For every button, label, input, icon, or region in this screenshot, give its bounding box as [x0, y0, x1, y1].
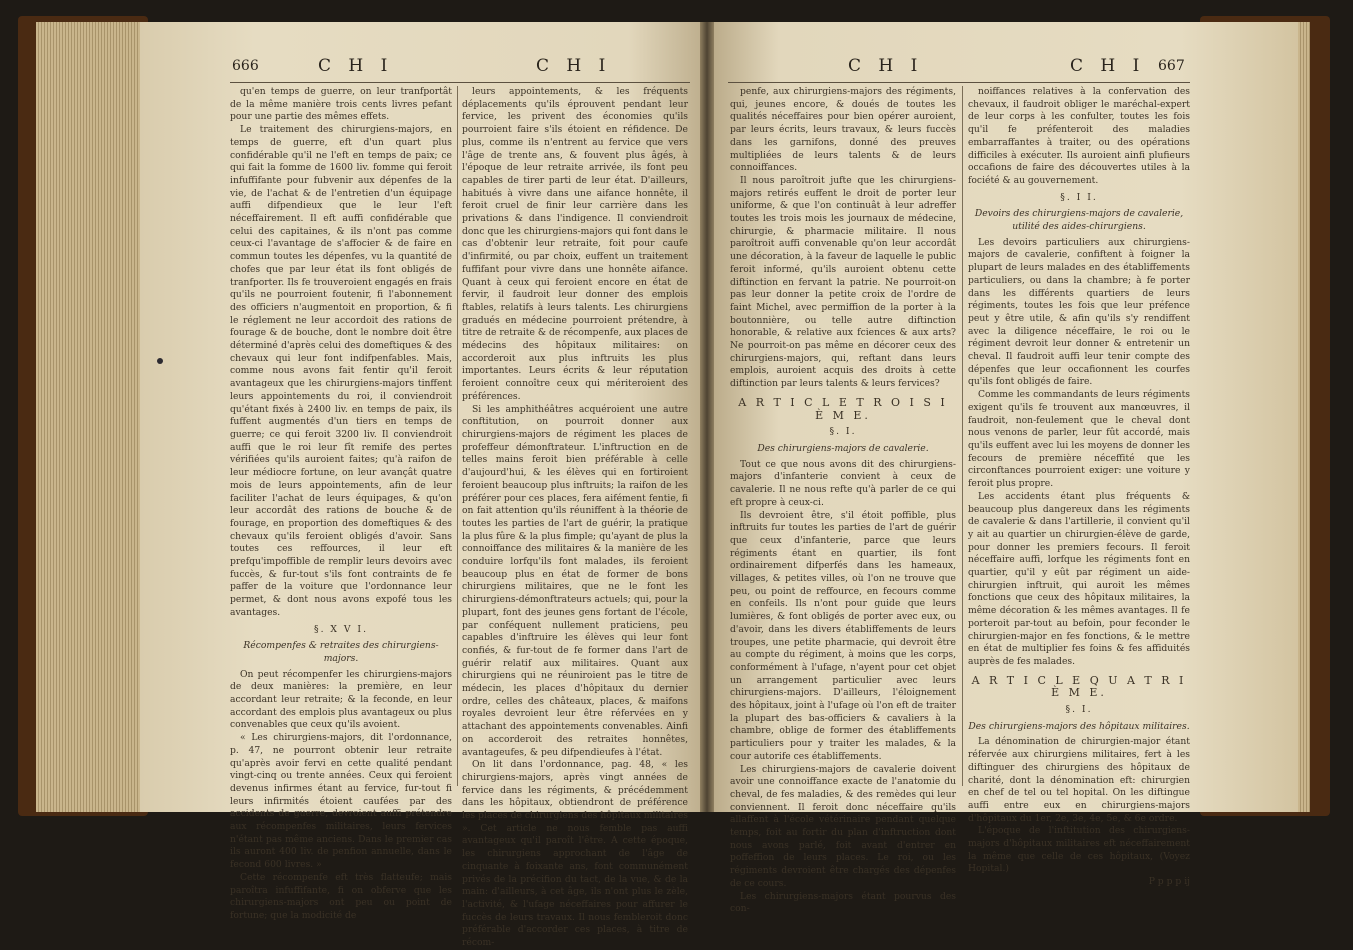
- paragraph: qu'en temps de guerre, on leur tranfportât de la même manière trois cents livres pefant pour une partie des mêmes effets.: [230, 86, 452, 123]
- left-column-divider: [457, 86, 458, 786]
- article-heading: A R T I C L E T R O I S I È M E.: [738, 395, 948, 422]
- paragraph: Comme les commandants de leurs régiments exigent qu'ils fe trouvent aux manœuvres, il faudroit, non-feulement que le cheval dont nous venons de parler, leur fût accordé, mais qu'ils euffent avec lui les moyens de donner les fecours de première néceffité que les circonftances pourroient exiger: une voiture y feroit plus propre.: [968, 389, 1190, 490]
- paragraph: On peut récompenfer les chirurgiens-majors de deux manières: la première, en leur accordant leur retraite; & la feconde, en leur accordant des emplois plus avantageux ou plus convenables que ceux qu'ils avoient.: [230, 668, 452, 731]
- page-edges-left: [36, 22, 156, 812]
- paragraph: noiffances relatives à la confervation des chevaux, il faudroit obliger le maréchal-expert de leur corps à les confulter, toutes les fois qu'il fe préfenteroit des maladies embarraffantes à traiter, ou des opérations difficiles à exécuter. Ils auroient ainfi plufieurs occafions de faire des découvertes utiles à la fociété & au gouvernement.: [968, 86, 1190, 186]
- left-header-rule: [230, 82, 690, 83]
- right-running-head-2: C H I: [1070, 56, 1146, 76]
- right-column-1: [730, 86, 956, 915]
- binding-hole-mark: [157, 358, 163, 364]
- section-heading: §. I I.: [1060, 191, 1098, 203]
- right-column-2: [968, 86, 1190, 888]
- article-heading: A R T I C L E Q U A T R I È M E.: [971, 673, 1187, 700]
- paragraph: Ils devroient être, s'il étoit poffible, plus inftruits fur toutes les parties de l'art de guérir que ceux d'infanterie, parce que leurs régiments étant en quartier, ils font ordinairement difperfés dans les hameaux, villages, & petites villes, où l'on ne trouve que peu, ou point de reffource, en fecours comme en confeils. Ils n'ont pour guide que leurs lumières, & font obligés de porter avec eux, ou d'avoir, dans les divers établiffements de leurs troupes, une petite pharmacie, qui devroit être au compte du régiment, à moins que les corps, conformément à l'ufage, n'ayent pour cet objet un arrangement particulier avec leurs chirurgiens-majors. D'ailleurs, l'éloignement des hôpitaux, joint à l'ufage où l'on eft de traiter la plupart des bas-officiers & cavaliers à la chambre, oblige de former des établiffements particuliers pour y traiter les malades, & la cour autorife ces établiffements.: [730, 509, 956, 762]
- paragraph: Les chirurgiens-majors de cavalerie doivent avoir une connoiffance exacte de l'anatomie du cheval, de fes maladies, & des remèdes qui leur conviennent. Il feroit donc néceffaire qu'ils allaffent à l'école vétérinaire pendant quelque temps, foit au fortir du plan d'inftruction dont nous avons parlé, foit avant d'entrer en poffeffion de leurs places. Le roi, ou les régiments devroient être chargés des dépenfes de ce cours.: [730, 763, 956, 889]
- paragraph: On lit dans l'ordonnance, pag. 48, « les chirurgiens-majors, après vingt années de fervice dans les régiments, & précédemment dans les hôpitaux, obtiendront de préférence les places de chirurgiens des hôpitaux militaires ». Cet article ne nous femble pas auffi avantageux qu'il paroît l'être. A cette époque, les chirurgiens approchant de l'âge de cinquante à foixante ans, font communément privés de la précifion du tact, de la vue, & de la main: d'ailleurs, à cet âge, ils n'ont plus le zèle, l'activité, & l'ufage néceffaires pour affurer le fuccès de leurs travaux. Il nous fembleroit donc préférable d'accorder ces places, à titre de récom-: [462, 759, 688, 949]
- left-running-head: C H I: [318, 56, 394, 76]
- paragraph: Les accidents étant plus fréquents & beaucoup plus dangereux dans les régiments de cavalerie & dans l'artillerie, il convient qu'il y ait au quartier un chirurgien-élève de garde, pour donner les premiers fecours. Il feroit néceffaire auffi, lorfque les régiments font en quartier, qu'il y eût par régiment un aide-chirurgien inftruit, qui auroit les mêmes fonctions que ceux des hôpitaux militaires, la même décoration & les mêmes avantages. Il fe porteroit par-tout au befoin, pour feconder le chirurgien-major en fes fonctions, & le mettre en état de multiplier fes foins & fes affiduités auprès de fes malades.: [968, 490, 1190, 667]
- paragraph: L'époque de l'inftitution des chirurgiens-majors d'hôpitaux militaires eft néceffairement la même que celle de ces hôpitaux, (Voyez Hopital.): [968, 825, 1190, 875]
- left-column-2: [462, 86, 688, 949]
- right-column-divider: [962, 86, 963, 786]
- paragraph: Tout ce que nous avons dit des chirurgiens-majors d'infanterie convient à ceux de cavalerie. Il ne nous refte qu'à parler de ce qui eft propre à ceux-ci.: [730, 458, 956, 508]
- right-page-number: 667: [1158, 58, 1185, 74]
- paragraph: Si les amphithéâtres acquéroient une autre conftitution, on pourroit donner aux chirurgiens-majors de régiment les places de profeffeur démonftrateur. L'inftruction en de telles mains feroit bien préférable à celle d'aujourd'hui, & les élèves qui en fortiroient feroient beaucoup plus inftruits; la raifon de les préférer pour ces places, fera aifément fentie, fi on fait attention qu'ils réuniffent à la théorie de toutes les parties de l'art de guérir, la pratique la plus fûre & la plus fimple; qu'ayant de plus la connoiffance des militaires & la manière de les conduire lorfqu'ils font malades, ils feroient beaucoup plus en état de former de bons chirurgiens militaires, que ne le font les chirurgiens-démonftrateurs actuels; qui, pour la plupart, font des jeunes gens fortant de l'école, par conféquent nullement praticiens, peu capables d'inftruire les élèves qui leur font confiés, & fur-tout de fe former dans l'art de guérir relatif aux militaires. Quant aux chirurgiens qui ne réuniroient pas le titre de médecin, les places d'hôpitaux du dernier ordre, celles des châteaux, places, & maifons royales devroient leur être réfervées en y attachant des appointements convenables. Ainfi on accorderoit des retraites honnêtes, avantageufes, & peu difpendieufes à l'état.: [462, 403, 688, 758]
- section-heading: §. I.: [1065, 704, 1093, 716]
- left-page-number: 666: [232, 58, 259, 74]
- book-gutter: [700, 22, 714, 812]
- paragraph: Les chirurgiens-majors étant pourvus des con-: [730, 890, 956, 915]
- section-heading: §. X V I.: [313, 623, 368, 635]
- section-subtitle: Récompenfes & retraites des chirurgiens-majors.: [243, 640, 439, 664]
- right-running-head: C H I: [848, 56, 924, 76]
- section-heading: §. I.: [829, 426, 857, 438]
- paragraph: « Les chirurgiens-majors, dit l'ordonnance, p. 47, ne pourront obtenir leur retraite qu'après avoir fervi en cette qualité pendant vingt-cinq ou trente années. Ceux qui feroient devenus infirmes étant au fervice, fur-tout fi leurs infirmités étoient caufées par des accidents de guerre, devroient auffi prétendre aux récompenfes militaires, leurs fervices n'étant pas même anciens. Dans le premier cas ils auront 400 liv. de penfion annuelle, dans le fecond 600 livres. »: [230, 732, 452, 871]
- paragraph: leurs appointements, & les fréquents déplacements qu'ils éprouvent pendant leur fervice, les privent des économies qu'ils pourroient faire s'ils étoient en réfidence. De plus, comme ils n'entrent au fervice que vers l'âge de trente ans, & fouvent plus âgés, à l'époque de leur retraite arrivée, ils font peu capables de tirer parti de leur état. D'ailleurs, habitués à vivre dans une aifance honnête, il feroit cruel de finir leur carrière dans les privations & dans l'indigence. Il conviendroit donc que les chirurgiens-majors qui font dans le cas d'obtenir leur retraite, foit pour caufe d'infirmité, ou par choix, euffent un traitement fuffifant pour vivre dans une honnête aifance. Quant à ceux qui feroient encore en état de fervir, il faudroit leur donner des emplois ftables, relatifs à leurs talents. Les chirurgiens gradués en médecine pourroient prétendre, à titre de retraite & de récompenfe, aux places de médecins des hôpitaux militaires: on accorderoit aux plus inftruits les plus importantes. Leurs écrits & leur réputation feroient connoître ceux qui mériteroient des préférences.: [462, 86, 688, 402]
- section-subtitle: Des chirurgiens-majors des hôpitaux militaires.: [968, 720, 1190, 732]
- paragraph: Cette récompenfe eft très flatteufe; mais paroîtra infuffifante, fi on obferve que les chirurgiens-majors ont peu ou point de fortune; que la modicité de: [230, 871, 452, 921]
- paragraph: penfe, aux chirurgiens-majors des régiments, qui, jeunes encore, & doués de toutes les qualités néceffaires pour bien opérer auroient, par leurs écrits, leurs travaux, & leurs fuccès dans les garnifons, donné des preuves multipliées de leurs talents & de leurs connoiffances.: [730, 86, 956, 174]
- left-column-1: [230, 86, 452, 921]
- section-subtitle: Devoirs des chirurgiens-majors de cavalerie, utilité des aides-chirurgiens.: [974, 208, 1184, 233]
- left-running-head-2: C H I: [536, 56, 612, 76]
- paragraph: Il nous paroîtroit jufte que les chirurgiens-majors retirés euffent le droit de porter leur uniforme, & que l'on continuât à leur adreffer toutes les trois mois les journaux de médecine, chirurgie, & pharmacie militaire. Il nous paroîtroit auffi convenable qu'on leur accordât une décoration, à la faveur de laquelle le public feroit informé, qu'ils auroient obtenu cette diftinction en fervant la patrie. Ne pourroit-on pas leur donner la petite croix de l'ordre de faint Michel, avec permiffion de la porter à la boutonnière, ou telle autre diftinction honorable, & relative aux fciences & aux arts? Ne pourroit-on pas même en décorer ceux des chirurgiens-majors, qui, reftant dans leurs emplois, auroient acquis des droits à cette diftinction par leurs talents & leurs fervices?: [730, 174, 956, 390]
- paragraph: La dénomination de chirurgien-major étant réfervée aux chirurgiens militaires, fert à les diftinguer des chirurgiens des hôpitaux de charité, dont la dénomination eft: chirurgien en chef de tel ou tel hopital. On les diftingue auffi entre eux en chirurgiens-majors d'hôpitaux du 1er, 2e, 3e, 4e, 5e, & 6e ordre.: [968, 736, 1190, 824]
- section-subtitle: Des chirurgiens-majors de cavalerie.: [757, 442, 929, 454]
- right-header-rule: [728, 82, 1190, 83]
- paragraph: Le traitement des chirurgiens-majors, en temps de guerre, eft d'un quart plus confidérable qu'il ne l'eft en temps de paix; ce qui fait la fomme de 1600 liv. fomme qui feroit infuffifante pour fubvenir aux dépenfes de la vie, de l'achat & de l'entretien d'un équipage auffi difpendieux que le leur l'eft néceffairement. Il eft auffi confidérable que celui des capitaines, & ils n'ont pas comme ceux-ci l'avantage de s'affocier & de faire en commun toutes les dépenfes, vu la quantité de chofes que par leur état ils font obligés de tranfporter. Ils fe trouveroient engagés en frais qu'ils ne pourroient foutenir, fi l'abonnement des officiers n'augmentoit en proportion, & fi le réglement ne leur accordoit des rations de fourage & de bouche, dont le nombre doit être déterminé d'après celui des domeftiques & des chevaux qui leur font indifpenfables. Mais, comme nous avons fait fentir qu'il feroit avantageux que les chirurgiens-majors tinffent leurs appointements du roi, il conviendroit qu'étant fixés à 2400 liv. en temps de paix, ils fuffent augmentés d'un tiers en temps de guerre; ce qui feroit 3200 liv. Il conviendroit auffi que le roi leur fît remife des pertes vérifiées qu'ils auroient faites; qu'à raifon de leur médiocre fortune, on leur avançât quatre mois de leurs appointements, afin de leur faciliter l'achat de leurs équipages, & qu'on leur accordât des rations de bouche & de fourage, en proportion des domeftiques & des chevaux qu'ils feroient obligés d'avoir. Sans toutes ces reffources, il leur eft prefqu'impoffible de remplir leurs devoirs avec fuccès, & fur-tout s'ils font contraints de fe paffer de la voiture que l'ordonnance leur permet, & dont nous avons expofé tous les avantages.: [230, 124, 452, 618]
- paragraph: Les devoirs particuliers aux chirurgiens-majors de cavalerie, confiftent à foigner la plupart de leurs malades en des établiffements particuliers, ou dans la chambre; à fe porter dans les différents quartiers de leurs régiments, toutes les fois que leur préfence peut y être utile, & afin qu'ils s'y rendiffent avec la diligence néceffaire, le roi ou le régiment devroit leur donner & entretenir un cheval. Il faudroit auffi leur tenir compte des dépenfes que leur occafionnent les courfes qu'ils font obligés de faire.: [968, 236, 1190, 388]
- signature-mark: P p p p ij: [1148, 876, 1190, 888]
